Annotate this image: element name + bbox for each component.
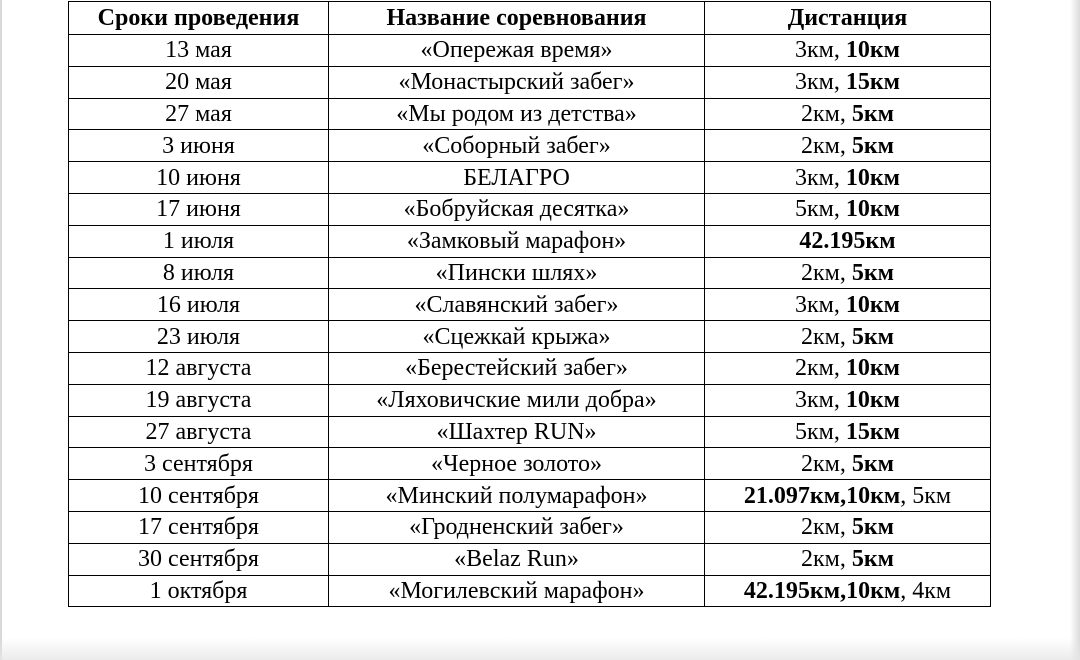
cell-competition-name: «Берестейский забег» <box>329 352 705 384</box>
distance-extra: 3км, <box>794 291 846 318</box>
distance-extra: 2км, <box>800 546 852 573</box>
cell-distance <box>705 66 991 98</box>
distance-extra: 5км, <box>794 196 846 223</box>
cell-distance <box>705 130 991 162</box>
cell-competition-name: «Черное золото» <box>329 448 705 480</box>
cell-date: 13 мая <box>69 35 329 67</box>
distance-extra: 3км, <box>794 69 846 96</box>
cell-distance <box>705 543 991 575</box>
distance-main: 42.195км,10км <box>743 577 901 604</box>
table-row <box>69 225 991 257</box>
cell-competition-name: «Монастырский забег» <box>329 66 705 98</box>
distance-main: 21.097км,10км <box>743 482 901 509</box>
cell-distance <box>705 480 991 512</box>
cell-date: 10 сентября <box>69 480 329 512</box>
distance-main: 5км <box>851 323 895 350</box>
table-row <box>69 257 991 289</box>
cell-date: 12 августа <box>69 352 329 384</box>
distance-main: 15км <box>845 418 901 445</box>
cell-distance <box>705 225 991 257</box>
distance-main: 5км <box>851 450 895 477</box>
distance-main: 42.195км <box>799 228 896 255</box>
distance-main: 5км <box>851 514 895 541</box>
distance-main: 5км <box>851 259 895 286</box>
distance-main: 10км <box>845 387 901 414</box>
header-distance: Дистанция <box>705 2 991 35</box>
page-left-edge <box>0 0 2 660</box>
table-row <box>69 543 991 575</box>
cell-date: 10 июня <box>69 162 329 194</box>
cell-competition-name: «Шахтер RUN» <box>329 416 705 448</box>
distance-extra: 2км, <box>800 514 852 541</box>
table-row <box>69 352 991 384</box>
cell-distance <box>705 416 991 448</box>
distance-main: 10км <box>845 355 901 382</box>
cell-date: 17 июня <box>69 193 329 225</box>
cell-competition-name: БЕЛАГРО <box>329 162 705 194</box>
cell-competition-name: «Сцежкай крыжа» <box>329 321 705 353</box>
cell-date: 3 сентября <box>69 448 329 480</box>
cell-date: 8 июля <box>69 257 329 289</box>
cell-distance <box>705 511 991 543</box>
cell-date: 1 октября <box>69 575 329 607</box>
cell-distance <box>705 321 991 353</box>
table-row <box>69 162 991 194</box>
cell-competition-name: «Бобруйская десятка» <box>329 193 705 225</box>
distance-main: 5км <box>851 100 895 127</box>
cell-distance <box>705 162 991 194</box>
distance-extra: 2км, <box>800 132 852 159</box>
distance-extra: 3км, <box>794 164 846 191</box>
table-row <box>69 384 991 416</box>
distance-extra: 5км, <box>794 418 846 445</box>
table-row <box>69 480 991 512</box>
cell-distance <box>705 193 991 225</box>
distance-main: 10км <box>845 164 901 191</box>
cell-distance <box>705 384 991 416</box>
cell-distance <box>705 352 991 384</box>
table-row <box>69 575 991 607</box>
table-row <box>69 66 991 98</box>
table-row <box>69 416 991 448</box>
distance-extra: , 4км <box>900 577 952 604</box>
cell-date: 20 мая <box>69 66 329 98</box>
cell-date: 16 июля <box>69 289 329 321</box>
cell-date: 19 августа <box>69 384 329 416</box>
cell-competition-name: «Ляховичские мили добра» <box>329 384 705 416</box>
distance-extra: 2км, <box>800 259 852 286</box>
cell-competition-name: «Замковый марафон» <box>329 225 705 257</box>
cell-competition-name: «Пински шлях» <box>329 257 705 289</box>
race-schedule-table <box>68 1 991 607</box>
cell-competition-name: «Славянский забег» <box>329 289 705 321</box>
table-row <box>69 130 991 162</box>
table-header-row <box>69 2 991 35</box>
cell-distance <box>705 35 991 67</box>
distance-main: 5км <box>851 132 895 159</box>
distance-extra: 2км, <box>800 323 852 350</box>
cell-distance <box>705 575 991 607</box>
cell-date: 3 июня <box>69 130 329 162</box>
table-row <box>69 35 991 67</box>
cell-date: 27 августа <box>69 416 329 448</box>
table-row <box>69 193 991 225</box>
table-body <box>69 35 991 607</box>
distance-extra: , 5км <box>900 482 952 509</box>
table-row <box>69 98 991 130</box>
cell-date: 27 мая <box>69 98 329 130</box>
table-row <box>69 289 991 321</box>
distance-extra: 3км, <box>794 37 846 64</box>
cell-competition-name: «Соборный забег» <box>329 130 705 162</box>
cell-date: 23 июля <box>69 321 329 353</box>
distance-main: 10км <box>845 291 901 318</box>
table-row <box>69 321 991 353</box>
cell-distance <box>705 98 991 130</box>
cell-competition-name: «Мы родом из детства» <box>329 98 705 130</box>
distance-extra: 2км, <box>794 355 846 382</box>
cell-distance <box>705 257 991 289</box>
page-right-shadow <box>1070 0 1080 660</box>
header-dates: Сроки проведения <box>69 2 329 35</box>
cell-competition-name: «Могилевский марафон» <box>329 575 705 607</box>
cell-date: 17 сентября <box>69 511 329 543</box>
cell-competition-name: «Belaz Run» <box>329 543 705 575</box>
table-row <box>69 511 991 543</box>
cell-date: 1 июля <box>69 225 329 257</box>
cell-competition-name: «Опережая время» <box>329 35 705 67</box>
cell-competition-name: «Минский полумарафон» <box>329 480 705 512</box>
distance-extra: 2км, <box>800 100 852 127</box>
distance-extra: 2км, <box>800 450 852 477</box>
cell-distance <box>705 448 991 480</box>
page-bottom-shadow <box>0 638 1080 660</box>
distance-main: 10км <box>845 196 901 223</box>
distance-main: 15км <box>845 69 901 96</box>
header-competition-name: Название соревнования <box>329 2 705 35</box>
distance-extra: 3км, <box>794 387 846 414</box>
distance-main: 5км <box>851 546 895 573</box>
distance-main: 10км <box>845 37 901 64</box>
cell-date: 30 сентября <box>69 543 329 575</box>
cell-competition-name: «Гродненский забег» <box>329 511 705 543</box>
table-row <box>69 448 991 480</box>
cell-distance <box>705 289 991 321</box>
